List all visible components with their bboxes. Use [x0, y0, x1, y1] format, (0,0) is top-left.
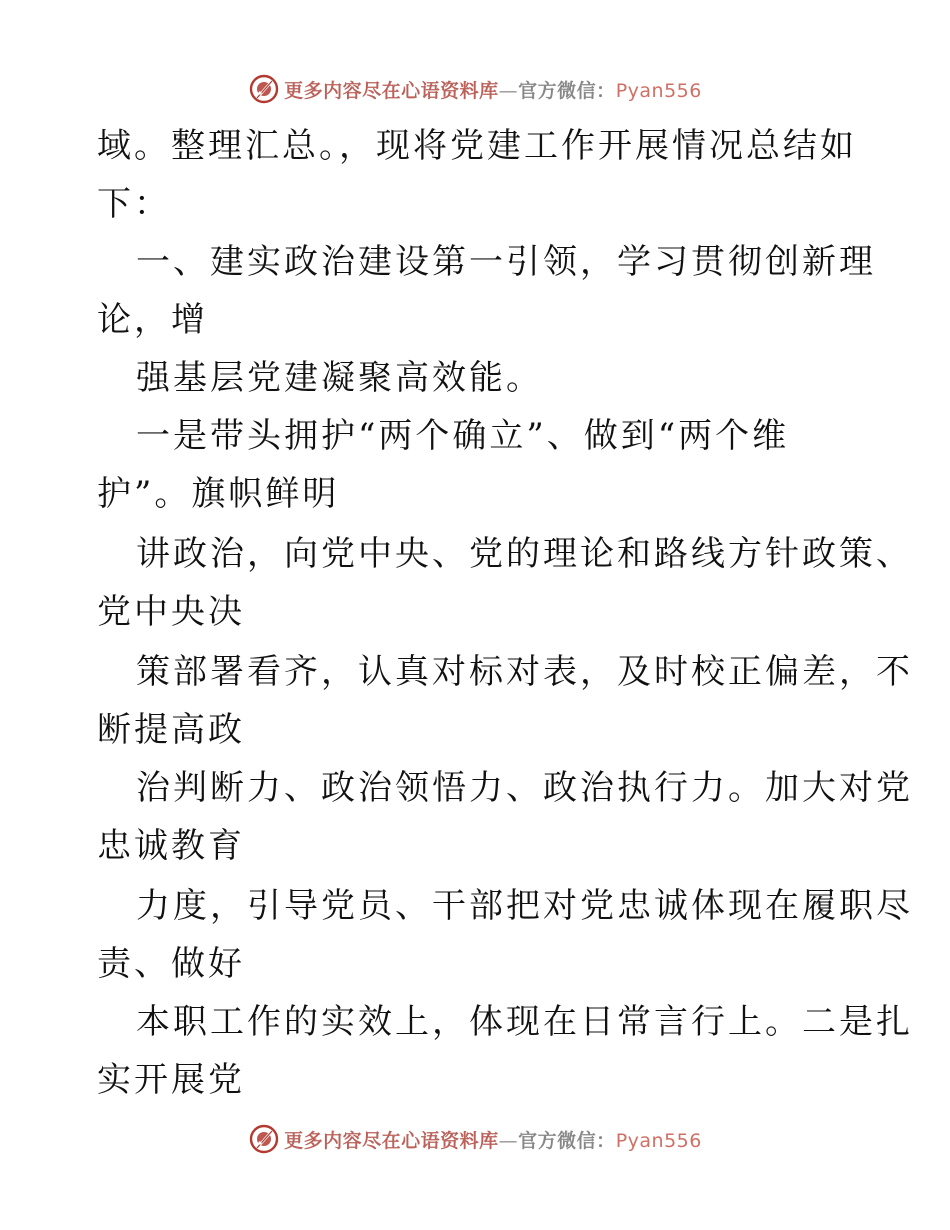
watermark-text — [284, 76, 702, 103]
text-line: 本职工作的实效上，体现在日常言行上。二是扎 — [136, 1002, 913, 1042]
pen-logo-icon — [248, 1123, 280, 1155]
watermark-dash: — — [498, 79, 519, 102]
text-line: 忠诚教育 — [97, 826, 245, 866]
text-line: 治判断力、政治领悟力、政治执行力。加大对党 — [136, 768, 913, 808]
watermark-sep: ： — [596, 1129, 616, 1152]
watermark-main: 更多内容尽在心语资料库 — [284, 79, 499, 102]
text-line: 力度，引导党员、干部把对党忠诚体现在履职尽 — [136, 886, 913, 926]
watermark-wechat-id: Pyan556 — [615, 79, 702, 102]
watermark-dash: — — [498, 1129, 519, 1152]
watermark-main: 更多内容尽在心语资料库 — [284, 1129, 499, 1152]
text-line: 一、建实政治建设第一引领，学习贯彻创新理 — [136, 242, 876, 282]
text-line: 策部署看齐，认真对标对表，及时校正偏差，不 — [136, 652, 913, 692]
watermark-official: 官方微信 — [518, 1129, 597, 1152]
text-line: 下： — [97, 184, 171, 224]
text-line: 实开展党 — [97, 1060, 245, 1100]
watermark-text — [284, 1126, 702, 1153]
text-line: 断提高政 — [97, 710, 245, 750]
text-line: 讲政治，向党中央、党的理论和路线方针政策、 — [136, 534, 913, 574]
watermark-wechat-id: Pyan556 — [615, 1129, 702, 1152]
footer-watermark — [0, 1122, 950, 1156]
text-line: 域。整理汇总。，现将党建工作开展情况总结如 — [97, 126, 857, 166]
text-line: 党中央决 — [97, 592, 245, 632]
text-line: 责、做好 — [97, 944, 245, 984]
watermark-official: 官方微信 — [518, 79, 597, 102]
text-line: 强基层党建凝聚高效能。 — [136, 358, 543, 398]
watermark-sep: ： — [596, 79, 616, 102]
pen-logo-icon — [248, 73, 280, 105]
text-line: 一是带头拥护“两个确立”、做到“两个维 — [136, 416, 790, 456]
header-watermark — [0, 72, 950, 106]
text-line: 论，增 — [97, 300, 208, 340]
text-line: 护”。旗帜鲜明 — [97, 474, 340, 514]
